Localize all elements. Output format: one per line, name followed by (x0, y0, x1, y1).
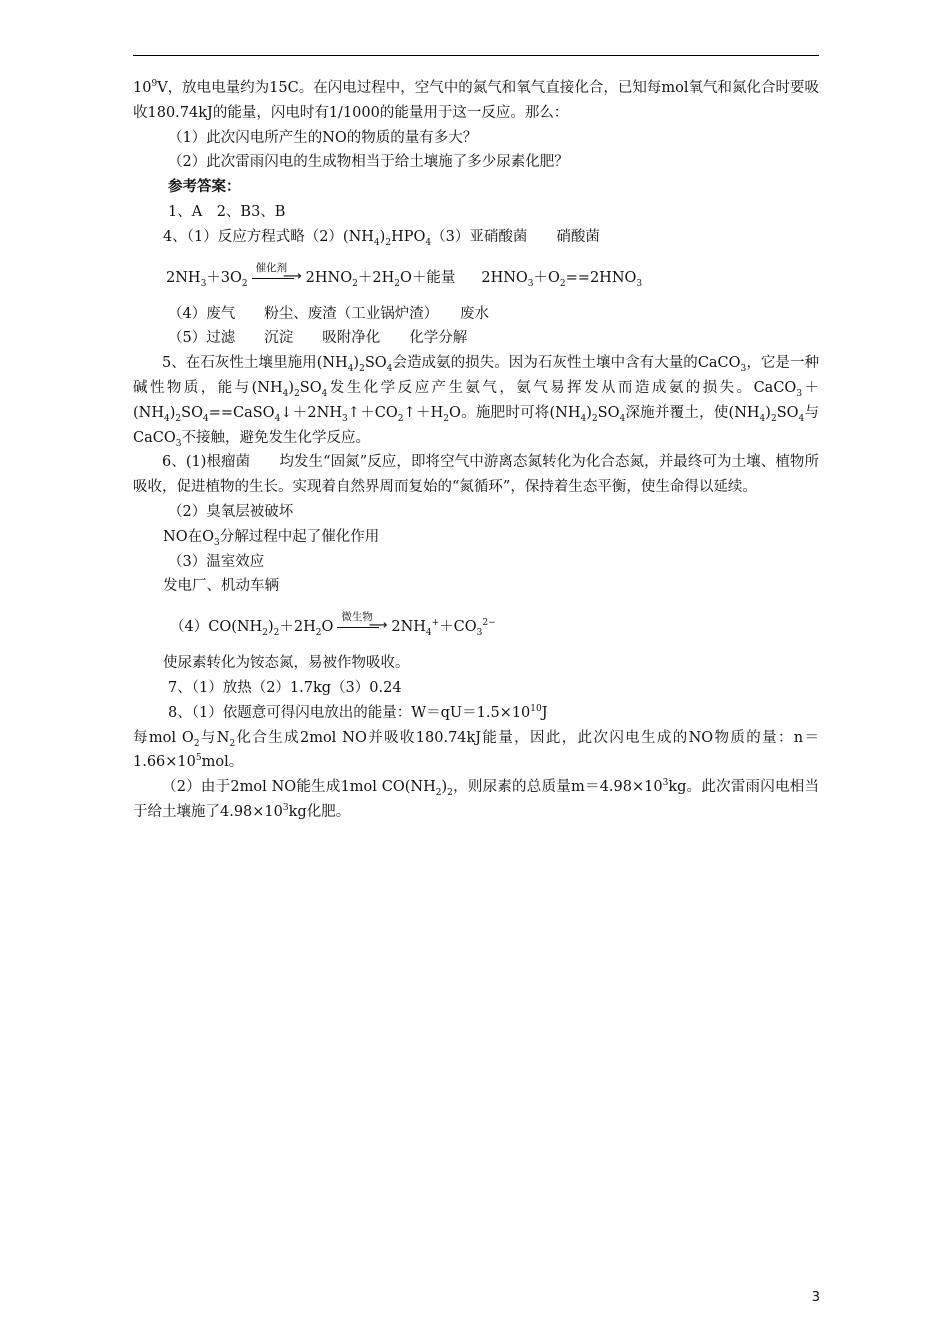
sub: 2 (175, 413, 182, 424)
answer-4-text: （3）亚硝酸菌 硝酸菌 (431, 228, 600, 245)
sub: 4 (619, 413, 626, 424)
sub: 3 (213, 537, 220, 548)
answer-6-part-2: （2）臭氧层被破坏 (168, 503, 294, 520)
sub: 2 (770, 413, 777, 424)
a5-text: 会造成氨的损失。因为石灰性土壤中含有大量的CaCO (392, 355, 741, 372)
sub: 4 (580, 413, 587, 424)
a5-text: ==CaSO (208, 404, 275, 421)
sub: 2 (315, 628, 322, 639)
a6-text: NO在O (163, 528, 214, 545)
a5-text: 不接触，避免发生化学反应。 (181, 429, 370, 446)
a5-text: ) (169, 404, 176, 421)
sub: 2 (447, 788, 453, 799)
sub: 3 (175, 438, 182, 449)
answer-4-text: HPO (391, 228, 426, 245)
eq-text: O (321, 619, 334, 636)
answer-8-line-2 (133, 726, 819, 776)
answer-6-part-3: （3）温室效应 (168, 553, 265, 570)
sub: 2 (359, 364, 365, 375)
sub: 4 (274, 413, 281, 424)
sub: 3 (341, 413, 348, 424)
a5-text: ↓＋2NH (280, 404, 342, 421)
eq-text: ＋3O (206, 269, 242, 286)
a5-text: 深施并覆土，使(NH (625, 404, 760, 421)
header-rule (133, 55, 819, 56)
a8-text: 化合生成2mol NO并吸收180.74kJ能量，因此，此次闪电生成的NO物质的量：n＝1.66×10 (133, 729, 819, 771)
answer-4-line (133, 225, 819, 250)
reaction-condition: 微生物 (341, 611, 373, 624)
sub: 2 (229, 738, 236, 749)
a5-text: SO (597, 404, 620, 421)
sub: 4 (164, 413, 170, 424)
a5-text: ) (353, 355, 360, 372)
answer-6-part-1: 6、(1)根瘤菌 均发生“固氮”反应，即将空气中游离态氮转化为化合态氮，并最终可为土壤、植物所吸收，促进植物的生长。实现着自然界周而复始的“氮循环”，保持着生态平衡，使生命得以延续。 (133, 454, 819, 496)
eq-text: ＋CO (439, 619, 477, 636)
equation-nitrification (133, 250, 819, 302)
equation-line (170, 611, 496, 640)
sub: 4 (759, 413, 766, 424)
a5-text: SO (181, 404, 203, 421)
a8-text: kg。此次雷雨闪电相当于给土壤施了4.98×10 (133, 779, 819, 820)
answer-5 (133, 351, 819, 450)
document-body (133, 76, 819, 825)
answer-title: 参考答案： (168, 178, 241, 196)
sub: 4 (347, 364, 354, 375)
sub: 4 (425, 237, 432, 248)
a5-text: O。施肥时可将(NH (449, 404, 581, 421)
a5-text: 5、在石灰性土壤里施用(NH (162, 355, 348, 372)
sub: 3 (740, 364, 747, 375)
eq-text: 2HNO (305, 269, 353, 286)
eq-text: O＋能量 (399, 269, 456, 286)
eq-text: ＋2H (279, 619, 316, 636)
sub: 2 (273, 628, 280, 639)
answer-7: 7、（1）放热（2）1.7kg（3）0.24 (168, 679, 402, 696)
answer-6-sources: 发电厂、机动车辆 (163, 578, 279, 595)
sub: 2 (294, 388, 300, 399)
a5-text: ) (288, 379, 295, 396)
a8-text: ) (441, 779, 448, 796)
sub: 4 (321, 388, 328, 399)
question-1: （1）此次闪电所产生的NO的物质的量有多大？ (168, 129, 478, 146)
sup: + (431, 618, 440, 629)
sub: 4 (202, 413, 209, 424)
equation-line (166, 261, 643, 291)
sub: 4 (425, 628, 432, 639)
sub: 2 (591, 413, 598, 424)
answer-6-conclusion: 使尿素转化为铵态氮，易被作物吸收。 (163, 655, 410, 672)
a5-text: ＋(NH (133, 379, 819, 421)
answer-4-text: ) (379, 228, 386, 245)
sub: 3 (476, 628, 483, 639)
answer-1-3: 1、A 2、B3、B (168, 203, 286, 220)
a5-text: 发生化学反应产生氨气，氨气易挥发从而造成氨的损失。CaCO (327, 379, 797, 396)
sub: 3 (527, 278, 534, 289)
eq-text: 2NH (391, 619, 426, 636)
a8-text: （2）由于2mol NO能生成1mol CO(NH (162, 779, 436, 796)
sub: 2 (262, 628, 268, 639)
sup: 3 (662, 778, 669, 789)
eq-text: ==2HNO (565, 269, 637, 286)
sup: 2− (482, 618, 496, 629)
eq-text: ＋O (533, 269, 560, 286)
intro-power-base: 10 (133, 80, 152, 96)
sub: 4 (373, 237, 380, 248)
a5-text: ) (765, 404, 771, 421)
a5-text: ↑＋CO (347, 404, 398, 421)
sup: 5 (195, 753, 202, 764)
question-2: （2）此次雷雨闪电的生成物相当于给土壤施了多少尿素化肥？ (168, 154, 569, 171)
page-number: 3 (811, 1290, 820, 1305)
equation-urea-hydrolysis (133, 599, 819, 651)
sub: 2 (352, 278, 358, 289)
a8-text: 每mol O (133, 729, 194, 746)
sub: 2 (435, 788, 442, 799)
intro-line-2: 合时要吸收180.74kJ的能量，闪电时有1/1000的能量用于这一反应。那么： (133, 80, 819, 121)
answer-6-catalysis (133, 525, 819, 550)
intro-power-exponent: 9 (151, 79, 158, 90)
sub: 2 (394, 278, 400, 289)
eq-text: 2HNO (481, 269, 528, 286)
sub: 2 (443, 413, 450, 424)
a5-text: SO (299, 379, 322, 396)
sub: 2 (559, 278, 566, 289)
sub: 4 (798, 413, 805, 424)
answer-8-line-1 (133, 701, 819, 726)
eq-text: （4）CO(NH (170, 619, 263, 636)
a8-text: mol。 (201, 754, 244, 771)
sub: 3 (200, 278, 207, 289)
reaction-arrow-icon: 催化剂 ⟶ (252, 271, 302, 285)
eq-text: 2NH (166, 269, 201, 286)
a5-text: ↑＋H (403, 404, 444, 421)
a5-text: ，它是一种碱性物质，能与(NH (133, 355, 819, 396)
a5-text: SO (364, 355, 387, 372)
sub: 4 (282, 388, 289, 399)
sub: 2 (385, 237, 392, 248)
a6-text: 分解过程中起了催化作用 (219, 528, 380, 545)
a5-text: SO (776, 404, 799, 421)
sub: 4 (386, 364, 393, 375)
reaction-arrow-icon: 微生物 ⟶ (337, 620, 387, 634)
intro-line-1: V，放电电量约为15C。在闪电过程中，空气中的氮气和氧气直接化合，已知每mol氧气和氮化 (157, 80, 761, 96)
sub: 2 (241, 278, 248, 289)
answer-4-part-5: （5）过滤 沉淀 吸附净化 化学分解 (168, 330, 468, 347)
a8-text: J (541, 704, 548, 721)
a5-text: ) (586, 404, 592, 421)
a5-text: 与CaCO (133, 404, 819, 446)
a8-text: ，则尿素的总质量m＝4.98×10 (452, 779, 663, 796)
reaction-condition: 催化剂 (255, 261, 288, 274)
eq-text: ) (267, 619, 274, 636)
answer-8-line-3 (133, 775, 819, 825)
intro-paragraph (133, 76, 819, 126)
sub: 3 (796, 388, 803, 399)
sup: 3 (282, 803, 289, 814)
a8-text: 8、（1）依题意可得闪电放出的能量：W＝qU＝1.5×10 (168, 704, 531, 721)
eq-text: ＋2H (357, 269, 395, 286)
sub: 3 (636, 278, 643, 289)
a8-text: kg化肥。 (288, 803, 351, 820)
a8-text: 与N (199, 729, 230, 746)
sub: 2 (397, 413, 404, 424)
answer-4-text: 4、（1）反应方程式略（2）(NH (163, 228, 374, 245)
sup: 10 (530, 703, 542, 714)
answer-4-part-4: （4）废气 粉尘、废渣（工业锅炉渣） 废水 (168, 305, 489, 322)
sub: 2 (193, 738, 200, 749)
